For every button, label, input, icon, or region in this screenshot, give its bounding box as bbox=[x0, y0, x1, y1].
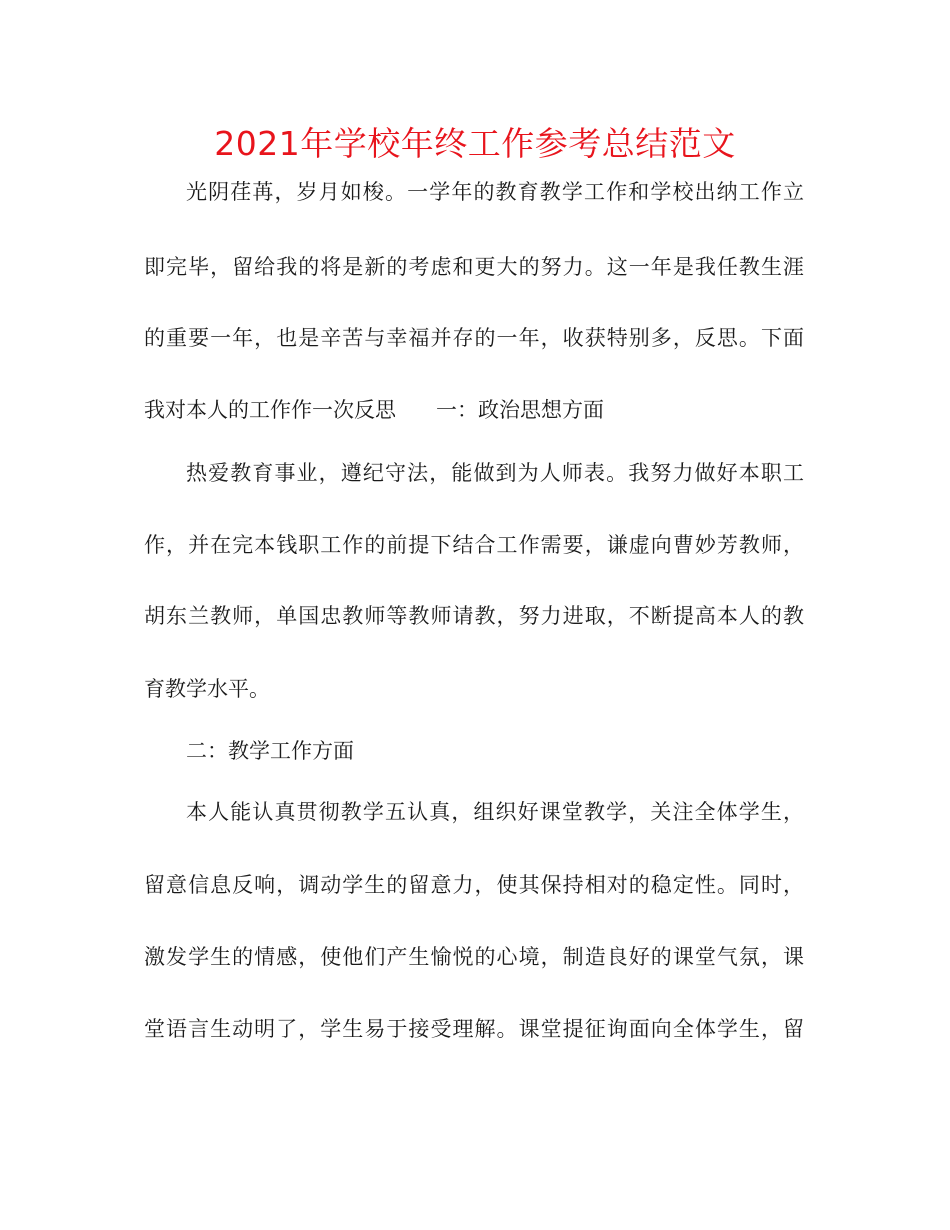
paragraph-line: 热爱教育事业，遵纪守法，能做到为人师表。我努力做好本职工 bbox=[186, 461, 804, 485]
paragraph-line: 作，并在完本钱职工作的前提下结合工作需要，谦虚向曹妙芳教师， bbox=[144, 533, 804, 557]
paragraph-line: 光阴荏苒，岁月如梭。一学年的教育教学工作和学校出纳工作立 bbox=[186, 180, 804, 204]
paragraph-line: 胡东兰教师，单国忠教师等教师请教，努力进取，不断提高本人的教 bbox=[144, 604, 804, 628]
paragraph-line: 本人能认真贯彻教学五认真，组织好课堂教学，关注全体学生， bbox=[186, 800, 804, 824]
paragraph-text: 我对本人的工作作一次反思 bbox=[144, 398, 396, 422]
paragraph-line: 育教学水平。 bbox=[144, 677, 270, 701]
paragraph-line: 激发学生的情感，使他们产生愉悦的心境，制造良好的课堂气氛，课 bbox=[144, 945, 804, 969]
paragraph-line: 即完毕，留给我的将是新的考虑和更大的努力。这一年是我任教生涯 bbox=[144, 255, 804, 279]
paragraph-line: 堂语言生动明了，学生易于接受理解。课堂提征询面向全体学生，留 bbox=[144, 1017, 804, 1041]
paragraph-line: 留意信息反响，调动学生的留意力，使其保持相对的稳定性。同时， bbox=[144, 873, 804, 897]
section-heading: 二：教学工作方面 bbox=[186, 739, 354, 763]
paragraph-line bbox=[144, 395, 804, 425]
paragraph-line: 的重要一年，也是辛苦与幸福并存的一年，收获特别多，反思。下面 bbox=[144, 326, 804, 350]
section-heading: 一：政治思想方面 bbox=[436, 398, 604, 422]
document-title: 2021年学校年终工作参考总结范文 bbox=[214, 124, 736, 163]
